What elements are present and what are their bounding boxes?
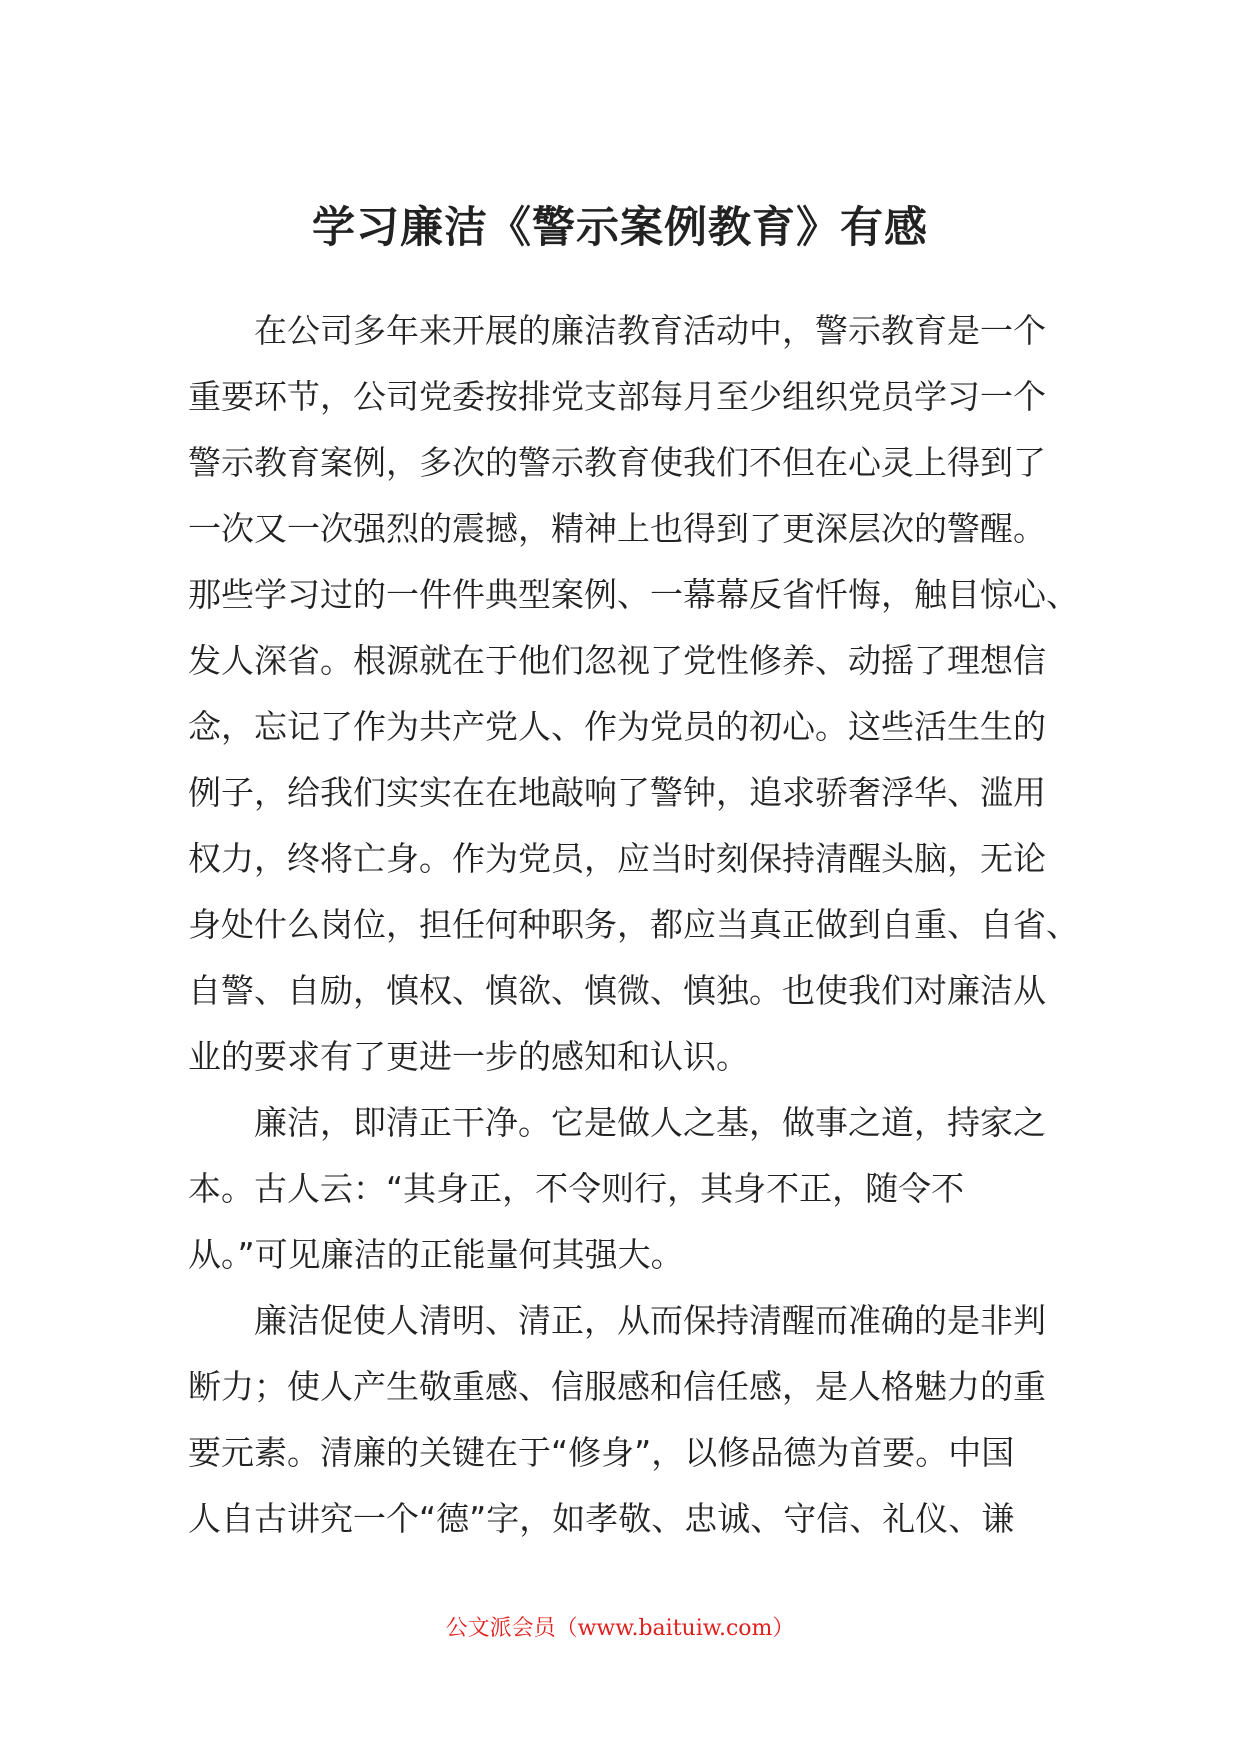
paragraph-line: 断力；使人产生敬重感、信服感和信任感，是人格魅力的重 bbox=[188, 1367, 1046, 1406]
paragraph-line: 身处什么岗位，担任何种职务，都应当真正做到自重、自省、 bbox=[188, 905, 1079, 944]
paragraph-line: 警示教育案例，多次的警示教育使我们不但在心灵上得到了 bbox=[188, 443, 1046, 482]
paragraph-line: 从。”可见廉洁的正能量何其强大。 bbox=[188, 1235, 684, 1274]
document-body bbox=[188, 298, 1079, 1552]
paragraph-line: 要元素。清廉的关键在于“修身”，以修品德为首要。中国 bbox=[188, 1433, 1015, 1472]
paragraph-3 bbox=[188, 1288, 1058, 1552]
paragraph-line: 例子，给我们实实在在地敲响了警钟，追求骄奢浮华、滥用 bbox=[188, 773, 1046, 812]
paragraph-line: 廉洁，即清正干净。它是做人之基，做事之道，持家之 bbox=[254, 1103, 1046, 1142]
paragraph-line: 重要环节，公司党委按排党支部每月至少组织党员学习一个 bbox=[188, 377, 1046, 416]
paragraph-line: 在公司多年来开展的廉洁教育活动中，警示教育是一个 bbox=[254, 311, 1046, 350]
paragraph-1 bbox=[188, 298, 1079, 1090]
footer-watermark: 公文派会员（www.baituiw.com） bbox=[445, 1616, 795, 1641]
document-title: 学习廉洁《警示案例教育》有感 bbox=[312, 203, 928, 253]
paragraph-line: 人自古讲究一个“德”字，如孝敬、忠诚、守信、礼仪、谦 bbox=[188, 1499, 1015, 1538]
paragraph-line: 那些学习过的一件件典型案例、一幕幕反省忏悔，触目惊心、 bbox=[188, 575, 1079, 614]
paragraph-line: 念，忘记了作为共产党人、作为党员的初心。这些活生生的 bbox=[188, 707, 1046, 746]
paragraph-line: 一次又一次强烈的震撼，精神上也得到了更深层次的警醒。 bbox=[188, 509, 1046, 548]
paragraph-line: 自警、自励，慎权、慎欲、慎微、慎独。也使我们对廉洁从 bbox=[188, 971, 1046, 1010]
paragraph-line: 权力，终将亡身。作为党员，应当时刻保持清醒头脑，无论 bbox=[188, 839, 1046, 878]
paragraph-line: 本。古人云：“其身正，不令则行，其身不正，随令不 bbox=[188, 1169, 965, 1208]
paragraph-line: 业的要求有了更进一步的感知和认识。 bbox=[188, 1037, 749, 1076]
paragraph-line: 廉洁促使人清明、清正，从而保持清醒而准确的是非判 bbox=[254, 1301, 1046, 1340]
paragraph-line: 发人深省。根源就在于他们忽视了党性修养、动摇了理想信 bbox=[188, 641, 1046, 680]
paragraph-2 bbox=[188, 1090, 1058, 1288]
